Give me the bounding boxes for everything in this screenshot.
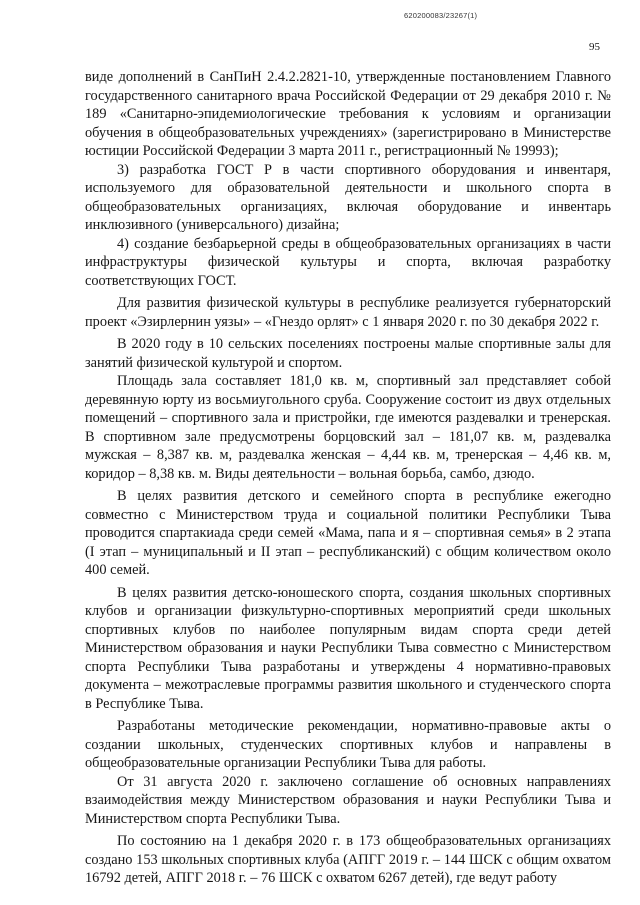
paragraph-continuation: виде дополнений в СанПиН 2.4.2.2821-10, утвержденные постановлением Главного государственного санитарного врача Российской Федерации от 29 декабря 2010 г. № 189 «Санитарно-эпидемиологические требования к условиям и организации обучения в общеобразовательных учреждениях» (зарегистрировано в Министерстве юстиции Российской Федерации 3 марта 2011 г., регистрационный № 19993); xyxy=(85,69,611,159)
paragraph-agreement: От 31 августа 2020 г. заключено соглашение об основных направлениях взаимодействия между Министерством образования и науки Республики Тыва и Министерством спорта Республики Тыва. xyxy=(85,773,611,827)
paragraph-hall-area: Площадь зала составляет 181,0 кв. м, спортивный зал представляет собой деревянную юрту из восьмиугольного сруба. Сооружение состоит из двух отдельных помещений – спортивного зала и пристройки, где имеются раздевалки и тренерская. В спортивном зале предусмотрены борцовский зал – 181,07 кв. м, раздевалка мужская – 8,387 кв. м, раздевалка женская – 4,44 кв. м, тренерская – 4,46 кв. м, коридор – 8,38 кв. м. Виды деятельности – вольная борьба, самбо, дзюдо. xyxy=(85,373,611,482)
paragraph-family-sport: В целях развития детского и семейного спорта в республике ежегодно совместно с Министерством труда и социальной политики Республики Тыва проводится спартакиада среди семей «Мама, папа и я – спортивная семья» в 2 этапа (I этап – муниципальный и II этап – республиканский) с общим количеством около 400 семей. xyxy=(85,488,611,578)
paragraph-item-3: 3) разработка ГОСТ Р в части спортивного оборудования и инвентаря, используемого для образовательной деятельности и школьного спорта в общеобразовательных организациях, включая оборудование и инвентарь инклюзивного (универсального) дизайна; xyxy=(85,161,611,233)
paragraph-youth-sport: В целях развития детско-юношеского спорта, создания школьных спортивных клубов и организации физкультурно-спортивных мероприятий среди школьных спортивных клубов по наиболее популярным видам спорта среди детей Министерством образования и науки Республики Тыва совместно с Министерством спорта Республики Тыва разработаны и утверждены 4 нормативно-правовых документа – межотраслевые программы развития школьного и студенческого спорта в Республике Тыва. xyxy=(85,584,611,712)
paragraph-sports-halls: В 2020 году в 10 сельских поселениях построены малые спортивные залы для занятий физической культурой и спортом. xyxy=(85,336,611,371)
page-number: 95 xyxy=(589,41,600,53)
paragraph-recommendations: Разработаны методические рекомендации, нормативно-правовые акты о создании школьных, студенческих спортивных клубов и направлены в общеобразовательные организации Республики Тыва для работы. xyxy=(85,718,611,771)
document-id: 620200083/23267(1) xyxy=(404,11,478,20)
document-body xyxy=(85,68,611,888)
paragraph-governor-project: Для развития физической культуры в республике реализуется губернаторский проект «Эзирлернин уязы» – «Гнездо орлят» с 1 января 2020 г. по 30 декабря 2022 г. xyxy=(85,295,611,330)
paragraph-item-4: 4) создание безбарьерной среды в общеобразовательных организациях в части инфраструктуры физической культуры и спорта, включая разработку соответствующих ГОСТ. xyxy=(85,235,611,289)
paragraph-school-clubs: По состоянию на 1 декабря 2020 г. в 173 общеобразовательных организациях создано 153 школьных спортивных клуба (АПГГ 2019 г. – 144 ШСК с общим охватом 16792 детей, АПГГ 2018 г. – 76 ШСК с охватом 6267 детей), где ведут работу xyxy=(85,833,611,886)
